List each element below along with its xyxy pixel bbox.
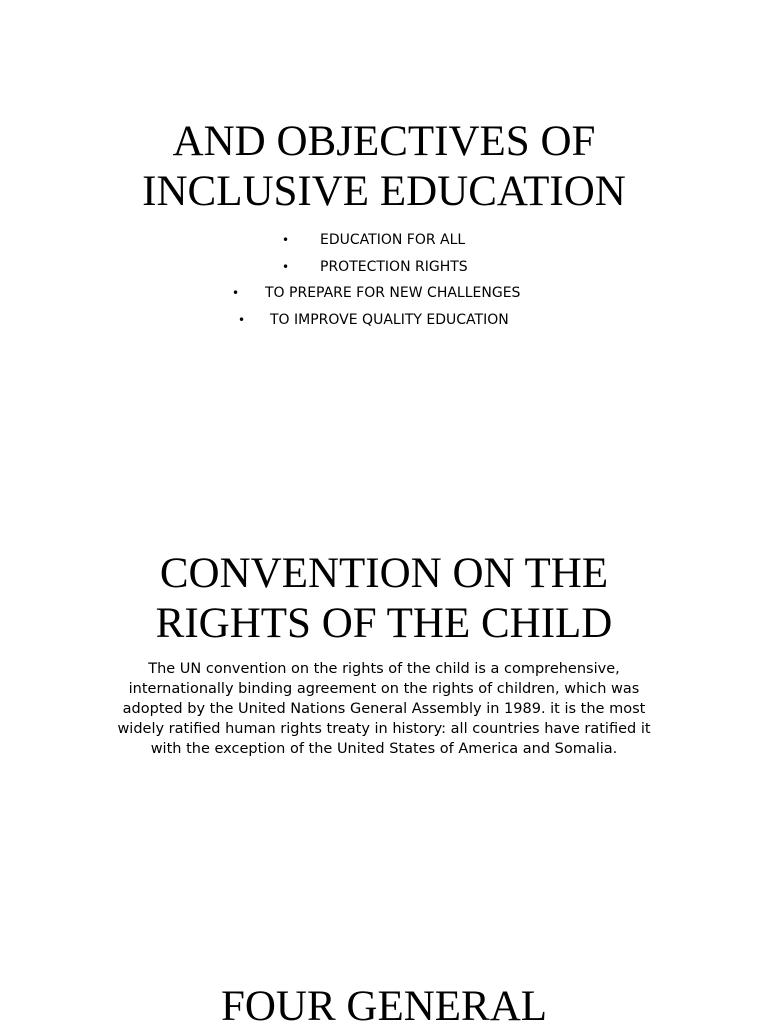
slide-title xyxy=(0,117,768,217)
title-line-1: FOUR GENERAL xyxy=(220,983,548,1030)
body-line-1: The UN convention on the rights of the child is a comprehensive, xyxy=(148,661,620,677)
bullet-icon: • xyxy=(282,259,290,274)
body-line-3: adopted by the United Nations General Assembly in 1989. it is the most xyxy=(122,701,646,717)
slide-objectives xyxy=(0,117,768,333)
slide-convention xyxy=(0,549,768,759)
body-line-4: widely ratified human rights treaty in history: all countries have ratified it xyxy=(117,721,651,737)
bullet-icon: • xyxy=(238,312,246,327)
title-line-1: CONVENTION ON THE xyxy=(159,550,609,597)
slide-four-general xyxy=(0,982,768,1032)
body-line-5: with the exception of the United States of America and Somalia. xyxy=(150,741,618,757)
title-line-2: RIGHTS OF THE CHILD xyxy=(155,600,613,647)
bullet-text: PROTECTION RIGHTS xyxy=(320,258,468,275)
list-item xyxy=(0,227,768,254)
bullet-icon: • xyxy=(232,286,240,300)
convention-description xyxy=(104,659,664,759)
bullet-text: TO PREPARE FOR NEW CHALLENGES xyxy=(265,285,521,301)
list-item xyxy=(0,254,768,281)
slide-title xyxy=(0,549,768,649)
list-item xyxy=(0,280,768,307)
slide-title xyxy=(0,982,768,1032)
list-item xyxy=(0,307,768,334)
title-line-2: INCLUSIVE EDUCATION xyxy=(142,168,626,215)
bullet-text: EDUCATION FOR ALL xyxy=(320,232,466,248)
body-line-2: internationally binding agreement on the rights of children, which was xyxy=(128,681,640,697)
bullet-text: TO IMPROVE QUALITY EDUCATION xyxy=(270,311,509,328)
title-line-1: AND OBJECTIVES OF xyxy=(172,118,596,165)
bullet-icon: • xyxy=(282,233,290,247)
objectives-list xyxy=(0,227,768,333)
